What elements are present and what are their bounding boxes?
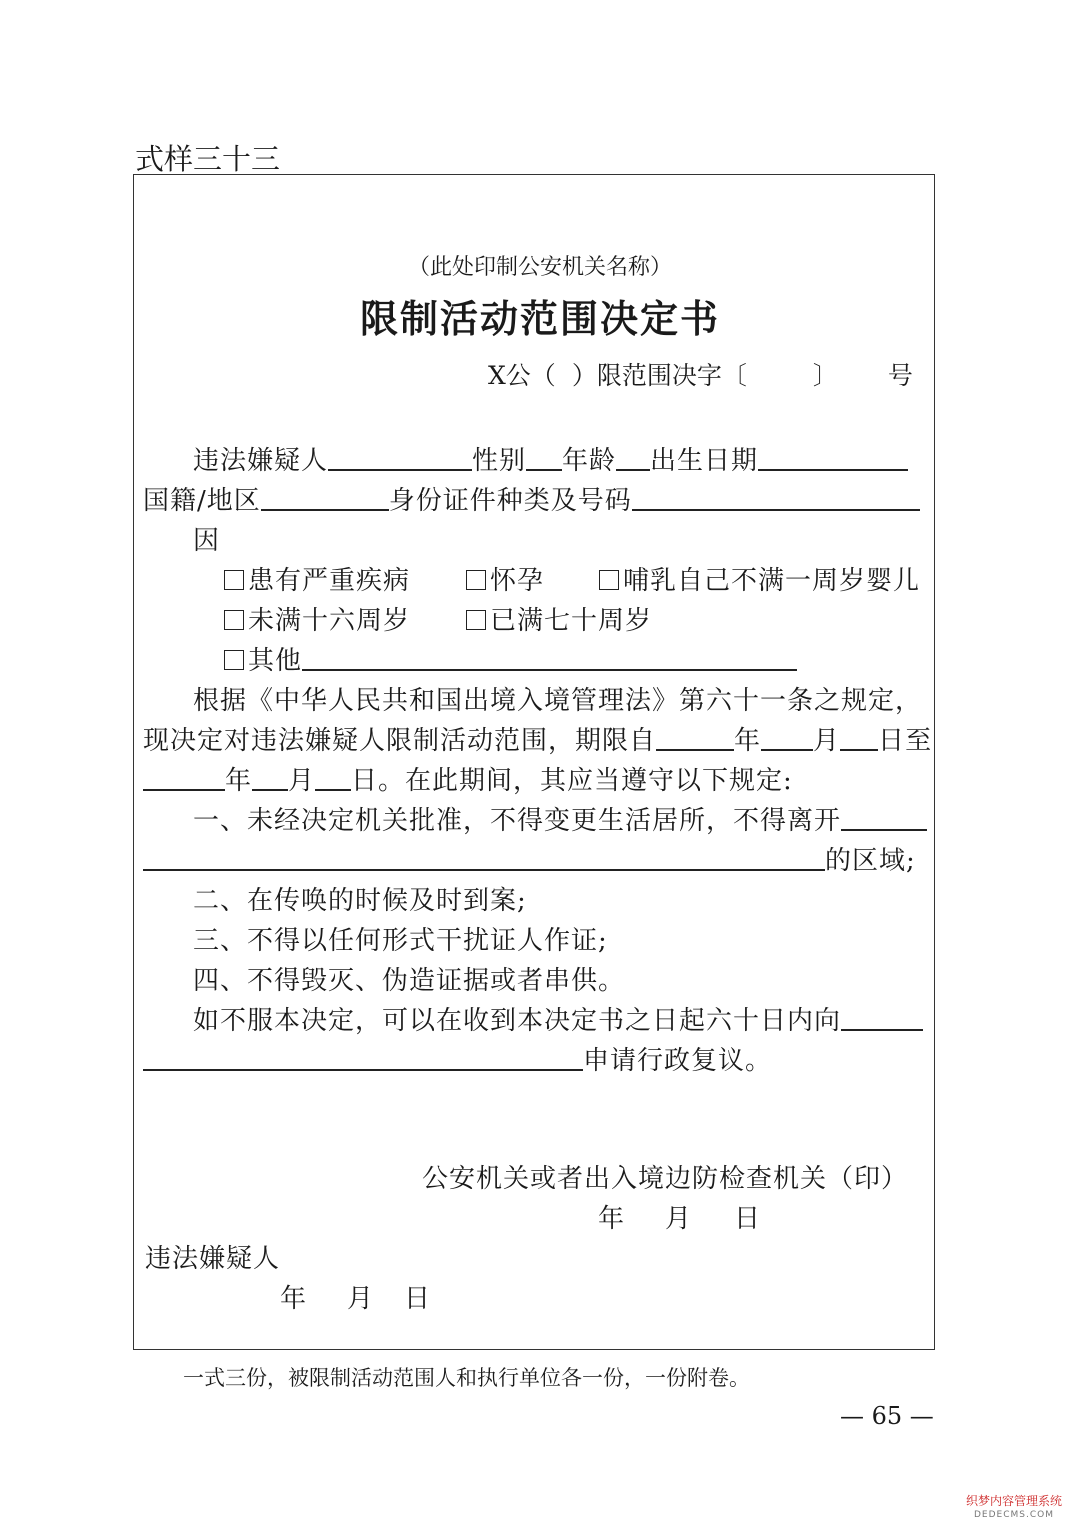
watermark-line-1: 织梦内容管理系统	[965, 1494, 1062, 1508]
option-under16-label: 未满十六周岁	[248, 606, 411, 636]
option-over70-label: 已满七十周岁	[490, 606, 653, 636]
option-other-label: 其他	[248, 646, 303, 676]
watermark	[954, 1494, 1074, 1522]
month-word: 月	[347, 1284, 375, 1314]
end-year-blank[interactable]	[143, 765, 225, 791]
day-word: 日	[878, 726, 906, 756]
reason-label: 因	[193, 526, 221, 556]
year-word: 年	[598, 1204, 626, 1234]
doc-number-end: 〕	[812, 361, 838, 390]
appeal-line	[193, 1000, 923, 1037]
option-illness[interactable]	[224, 560, 410, 597]
page-number: — 65 —	[840, 1402, 934, 1430]
document-title: 限制活动范围决定书	[359, 296, 720, 341]
month-word: 月	[813, 726, 841, 756]
gender-blank[interactable]	[526, 445, 562, 471]
day-word: 日	[734, 1204, 762, 1234]
authority-signature: 公安机关或者出入境边防检查机关（印）	[422, 1164, 909, 1194]
end-month-blank[interactable]	[252, 765, 288, 791]
rule-1-cont	[143, 840, 916, 877]
rule-3: 三、不得以任何形式干扰证人作证;	[193, 926, 608, 956]
end-day-blank[interactable]	[315, 765, 351, 791]
start-year-blank[interactable]	[656, 725, 734, 751]
id-label: 身份证件种类及号码	[388, 486, 632, 516]
checkbox-illness[interactable]	[224, 570, 244, 590]
birth-date-label: 出生日期	[650, 446, 759, 476]
rule-1-text: 一、未经决定机关批准，不得变更生活居所，不得离开	[193, 806, 842, 836]
appeal-end: 申请行政复议。	[583, 1046, 773, 1076]
option-other[interactable]	[224, 640, 797, 677]
age-label: 年龄	[562, 446, 617, 476]
other-reason-blank[interactable]	[302, 645, 797, 671]
nationality-line	[143, 480, 920, 517]
option-pregnant[interactable]	[466, 560, 544, 597]
day-word: 日	[404, 1284, 432, 1314]
issuer-name-note: （此处印制公安机关名称）	[407, 255, 672, 280]
month-word: 月	[665, 1204, 693, 1234]
appeal-line-cont	[143, 1040, 772, 1077]
appeal-authority-blank-2[interactable]	[143, 1045, 583, 1071]
checkbox-nursing[interactable]	[599, 570, 619, 590]
option-illness-label: 患有严重疾病	[248, 566, 411, 596]
option-nursing[interactable]	[599, 560, 920, 597]
rule-1	[193, 800, 927, 837]
option-nursing-label: 哺乳自己不满一周岁婴儿	[623, 566, 921, 596]
to-word: 至	[905, 726, 933, 756]
doc-number-mid: ）限范围决字〔	[571, 361, 747, 390]
decision-line	[143, 720, 932, 757]
checkbox-pregnant[interactable]	[466, 570, 486, 590]
option-over70[interactable]	[466, 600, 652, 637]
year-word: 年	[225, 766, 253, 796]
watermark-line-2: DEDECMS.COM	[974, 1510, 1054, 1520]
appeal-text: 如不服本决定，可以在收到本决定书之日起六十日内向	[193, 1006, 842, 1036]
appeal-authority-blank-1[interactable]	[841, 1005, 923, 1031]
id-blank[interactable]	[632, 485, 920, 511]
start-month-blank[interactable]	[761, 725, 813, 751]
decision-text: 现决定对违法嫌疑人限制活动范围，期限自	[143, 726, 657, 756]
checkbox-under16[interactable]	[224, 610, 244, 630]
checkbox-other[interactable]	[224, 650, 244, 670]
rule-2: 二、在传唤的时候及时到案;	[193, 886, 527, 916]
nationality-label: 国籍/地区	[143, 486, 261, 516]
age-blank[interactable]	[616, 445, 650, 471]
form-style-label: 式样三十三	[135, 142, 281, 176]
year-word: 年	[280, 1284, 308, 1314]
birth-date-blank[interactable]	[758, 445, 908, 471]
suspect-name-blank[interactable]	[328, 445, 472, 471]
document-number	[488, 356, 913, 392]
month-word: 月	[288, 766, 316, 796]
nationality-blank[interactable]	[261, 485, 389, 511]
period-end-line	[143, 760, 793, 797]
option-pregnant-label: 怀孕	[490, 566, 545, 596]
gender-label: 性别	[472, 446, 527, 476]
suspect-label: 违法嫌疑人	[193, 446, 329, 476]
start-day-blank[interactable]	[840, 725, 878, 751]
doc-number-prefix: X公（	[488, 361, 556, 390]
area-blank-1[interactable]	[841, 805, 927, 831]
year-word: 年	[734, 726, 762, 756]
option-under16[interactable]	[224, 600, 410, 637]
legal-basis-text: 根据《中华人民共和国出境入境管理法》第六十一条之规定，	[193, 686, 923, 716]
footer-note: 一式三份，被限制活动范围人和执行单位各一份，一份附卷。	[183, 1366, 750, 1390]
checkbox-over70[interactable]	[466, 610, 486, 630]
suspect-info-line	[193, 440, 908, 477]
authority-date	[598, 1198, 761, 1235]
suspect-date	[280, 1278, 431, 1315]
period-rules-intro: 日。在此期间，其应当遵守以下规定:	[351, 766, 793, 796]
area-blank-2[interactable]	[143, 845, 825, 871]
suspect-signature: 违法嫌疑人	[145, 1244, 281, 1274]
doc-number-suffix: 号	[887, 361, 913, 390]
rule-4: 四、不得毁灭、伪造证据或者串供。	[193, 966, 626, 996]
rule-1-end: 的区域;	[825, 846, 916, 876]
